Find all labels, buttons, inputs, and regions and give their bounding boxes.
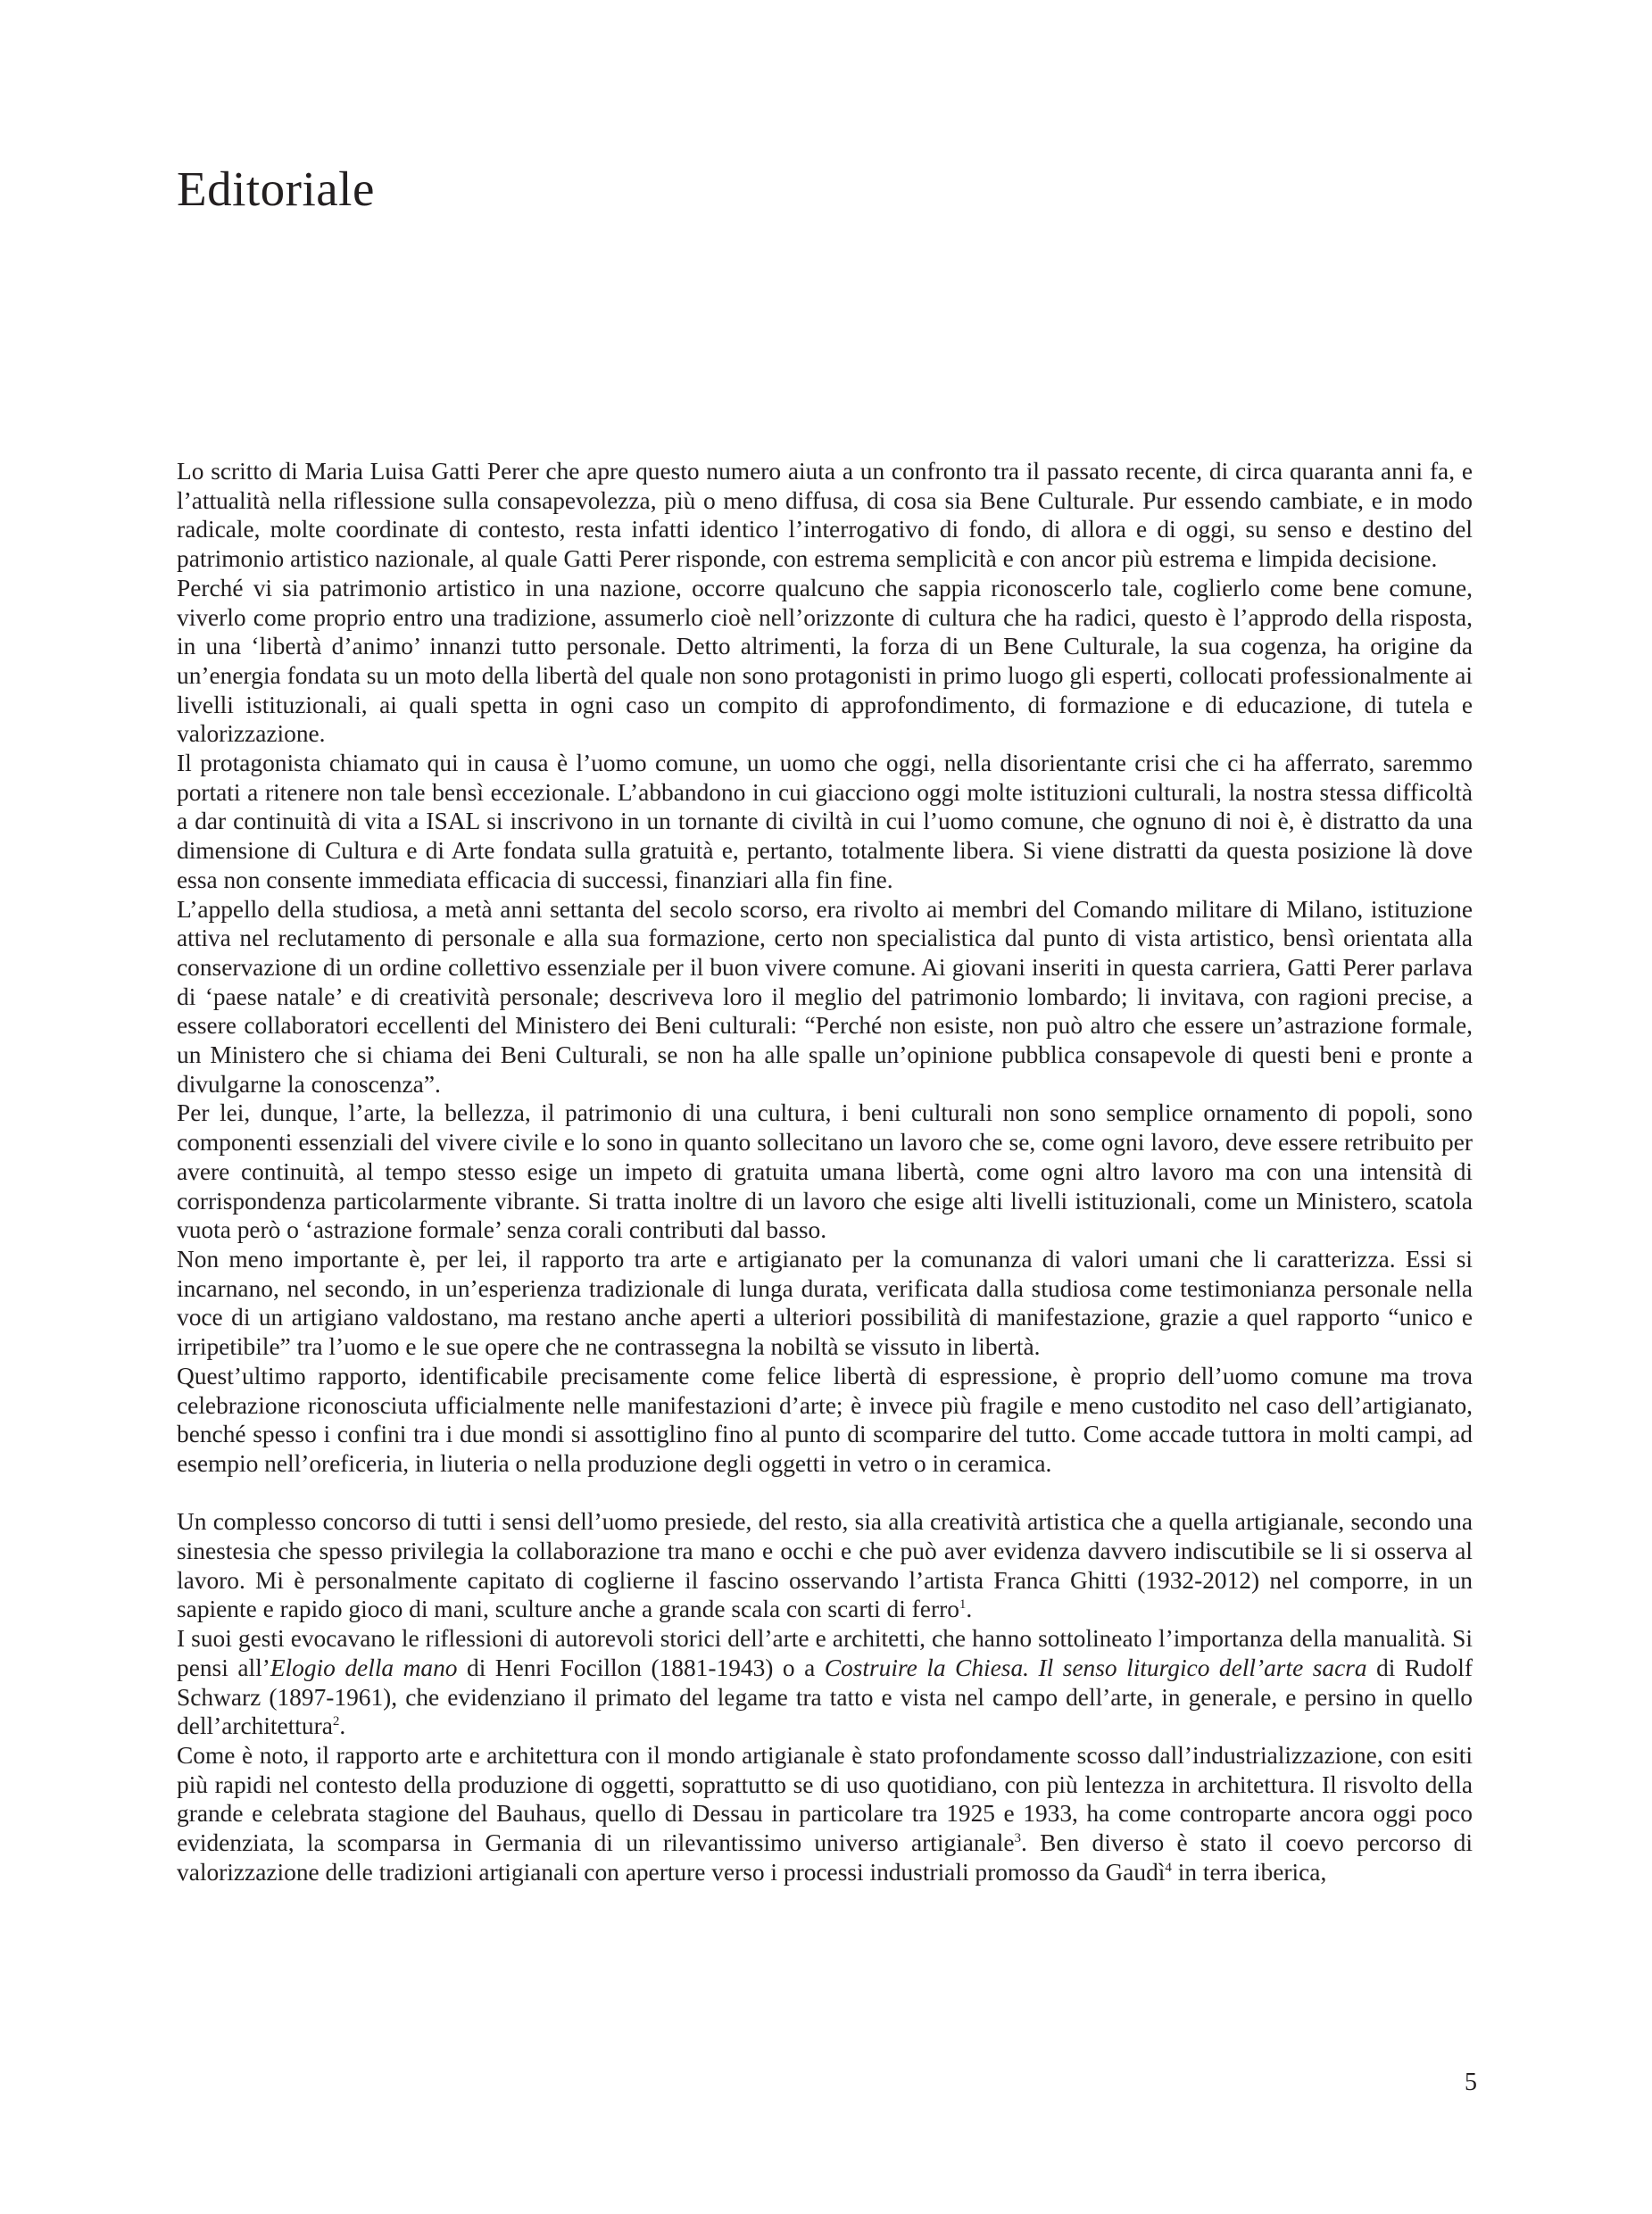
footnote-ref: 2 [332,1714,340,1729]
page-title: Editoriale [177,162,375,216]
paragraph-text: di Henri Focillon (1881-1943) o a [457,1654,825,1681]
footnote-ref: 3 [1014,1830,1022,1845]
paragraph [177,1624,1473,1741]
page-number: 5 [1465,2069,1477,2096]
footnote-ref: 4 [1165,1860,1172,1875]
paragraph-text: . [339,1712,346,1740]
book-title: Costruire la Chiesa. Il senso liturgico dell’arte sacra [824,1654,1367,1681]
paragraph: L’appello della studiosa, a metà anni settanta del secolo scorso, era rivolto ai membri del Comando militare di Milano, istituzione attiva nel reclutamento di personale e alla sua formazione, certo non specialistica dal punto di vista artistico, bensì orientata alla conservazione di un ordine collettivo essenziale per il buon vivere comune. Ai giovani inseriti in questa carriera, Gatti Perer parlava di ‘paese natale’ e di creatività personale; descriveva loro il meglio del patrimonio lombardo; li invitava, con ragioni precise, a essere collaboratori eccellenti del Ministero dei Beni culturali: “Perché non esiste, non può altro che essere un’astrazione formale, un Ministero che si chiama dei Beni Culturali, se non ha alle spalle un’opinione pubblica consapevole di questi beni e pronte a divulgarne la conoscenza”. [177,895,1473,1098]
paragraph: Quest’ultimo rapporto, identificabile precisamente come felice libertà di espressione, è proprio dell’uomo comune ma trova celebrazione riconosciuta ufficialmente nelle manifestazioni d’arte; è invece più fragile e meno custodito nel caso dell’artigianato, benché spesso i confini tra i due mondi si assottiglino fino al punto di scomparire del tutto. Come accade tuttora in molti campi, ad esempio nell’oreficeria, in liuteria o nella produzione degli oggetti in vetro o in ceramica. [177,1362,1473,1477]
paragraph-text: in terra iberica, [1171,1858,1327,1886]
paragraph [177,1741,1473,1887]
paragraph-text: I suoi gesti evocavano le riflessioni di autorevoli storici dell’arte e architetti, che hanno sottolineato l’importanza della manualità. Si pensi all’ [177,1625,1473,1681]
paragraph: Non meno importante è, per lei, il rapporto tra arte e artigianato per la comunanza di valori umani che li caratterizza. Essi si incarnano, nel secondo, in un’esperienza tradizionale di lunga durata, verificata dalla studiosa come testimonianza personale nella voce di un artigiano valdostano, ma restano anche aperti a ulteriori possibilità di manifestazione, grazie a quel rapporto “unico e irripetibile” tra l’uomo e le sue opere che ne contrassegna la nobiltà se vissuto in libertà. [177,1245,1473,1361]
paragraph-text: Come è noto, il rapporto arte e architettura con il mondo artigianale è stato profondamente scosso dall’industrializzazione, con esiti più rapidi nel contesto della produzione di oggetti, soprattutto se di uso quotidiano, con più lentezza in architettura. Il risvolto della grande e celebrata stagione del Bauhaus, quello di Dessau in particolare tra 1925 e 1933, ha come controparte ancora oggi poco evidenziata, la scomparsa in Germania di un rilevantissimo universo artigianale [177,1741,1473,1857]
article-body [177,457,1473,1886]
paragraph: Lo scritto di Maria Luisa Gatti Perer che apre questo numero aiuta a un confronto tra il passato recente, di circa quaranta anni fa, e l’attualità nella riflessione sulla consapevolezza, più o meno diffusa, di cosa sia Bene Culturale. Pur essendo cambiate, e in modo radicale, molte coordinate di contesto, resta infatti identico l’interrogativo di fondo, di allora e di oggi, su senso e destino del patrimonio artistico nazionale, al quale Gatti Perer risponde, con estrema semplicità e con ancor più estrema e limpida decisione. [177,458,1473,573]
paragraph: Per lei, dunque, l’arte, la bellezza, il patrimonio di una cultura, i beni culturali non sono semplice ornamento di popoli, sono componenti essenziali del vivere civile e lo sono in quanto sollecitano un lavoro che se, come ogni lavoro, deve essere retribuito per avere continuità, al tempo stesso esige un impeto di gratuita umana libertà, come ogni altro lavoro ma con una intensità di corrispondenza particolarmente vibrante. Si tratta inoltre di un lavoro che esige alti livelli istituzionali, come un Ministero, scatola vuota però o ‘astrazione formale’ senza corali contributi dal basso. [177,1099,1473,1244]
paragraph: Perché vi sia patrimonio artistico in una nazione, occorre qualcuno che sappia riconoscerlo tale, coglierlo come bene comune, viverlo come proprio entro una tradizione, assumerlo cioè nell’orizzonte di cultura che ha radici, questo è l’approdo della risposta, in una ‘libertà d’animo’ innanzi tutto personale. Detto altrimenti, la forza di un Bene Culturale, la sua cogenza, ha origine da un’energia fondata su un moto della libertà del quale non sono protagonisti in primo luogo gli esperti, collocati professionalmente ai livelli istituzionali, ai quali spetta in ogni caso un compito di approfondimento, di formazione e di educazione, di tutela e valorizzazione. [177,574,1473,748]
paragraph: Il protagonista chiamato qui in causa è l’uomo comune, un uomo che oggi, nella disorientante crisi che ci ha afferrato, saremmo portati a ritenere non tale bensì eccezionale. L’abbandono in cui giacciono oggi molte istituzioni culturali, la nostra stessa difficoltà a dar continuità di vita a ISAL si inscrivono in un tornante di civiltà in cui l’uomo comune, che ognuno di noi è, è distratto da una dimensione di Cultura e di Arte fondata sulla gratuità e, pertanto, totalmente libera. Si viene distratti da questa posizione là dove essa non consente immediata efficacia di successi, finanziari alla fin fine. [177,750,1473,893]
book-title: Elogio della mano [270,1654,458,1681]
paragraph-text: di Rudolf Schwarz (1897-1961), che evidenziano il primato del legame tra tatto e vista nel campo dell’arte, in generale, e persino in quello dell’architettura [177,1654,1473,1740]
footnote-ref: 1 [959,1597,967,1613]
paragraph [177,1507,1473,1624]
paragraph-text: . Ben diverso è stato il coevo percorso di valorizzazione delle tradizioni artigianali con aperture verso i processi industriali promosso da Gaudì [177,1829,1473,1886]
paragraph-text: . [966,1596,973,1623]
paragraph-text: Un complesso concorso di tutti i sensi dell’uomo presiede, del resto, sia alla creatività artistica che a quella artigianale, secondo una sinestesia che spesso privilegia la collaborazione tra mano e occhi e che può aver evidenza davvero indiscutibile se li si osserva al lavoro. Mi è personalmente capitato di coglierne il fascino osservando l’artista Franca Ghitti (1932-2012) nel comporre, in un sapiente e rapido gioco di mani, sculture anche a grande scala con scarti di ferro [177,1508,1473,1623]
